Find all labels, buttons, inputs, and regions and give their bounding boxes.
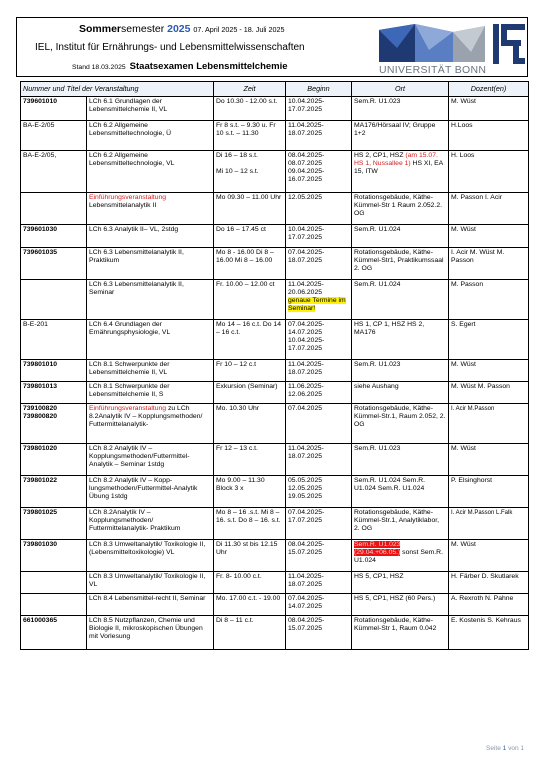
room-change-highlight: Sem.R. U1.023 (29.04.+06.05.): [354, 541, 401, 556]
course-title: LCh 8.3 Umweltanalytik/ Toxikologie II, (Lebensmitteltoxikologie) VL: [87, 540, 214, 572]
col-header-title: Nummer und Titel der Veranstaltung: [21, 82, 214, 97]
course-lecturer: M. Wüst: [449, 360, 529, 382]
course-number: 739601035: [21, 248, 87, 280]
course-time: Fr 8 s.t. – 9.30 u. Fr 10 s.t. – 11.30: [214, 121, 286, 151]
table-row: [21, 193, 529, 225]
table-row: [21, 248, 529, 280]
course-number: 739801022: [21, 476, 87, 508]
course-start: 11.04.2025-18.07.2025: [286, 121, 352, 151]
stand-line: Stand 18.03.2025 Staatsexamen Lebensmittelchemie: [72, 61, 288, 72]
table-row: [21, 320, 529, 360]
course-title: LCh 8.4 Lebensmittel-recht II, Seminar: [87, 594, 214, 616]
table-row: [21, 616, 529, 650]
course-start: 11.04.2025-20.06.2025 genaue Termine im Seminar!: [286, 280, 352, 320]
course-lecturer: H. Loos: [449, 151, 529, 193]
document-header: [16, 17, 528, 77]
course-lecturer: M. Wüst M. Passon: [449, 382, 529, 404]
course-number: 739801013: [21, 382, 87, 404]
table-row: [21, 280, 529, 320]
course-number: 739801020: [21, 444, 87, 476]
course-number: 661000365: [21, 616, 87, 650]
table-row: [21, 97, 529, 121]
course-location: Sem.R. U1.023: [352, 97, 449, 121]
course-time: Mo 09.30 – 11.00 Uhr: [214, 193, 286, 225]
course-title: LCh 6.2 Allgemeine Lebensmitteltechnologie, VL: [87, 151, 214, 193]
course-number: 739601030: [21, 225, 87, 248]
course-time: Mo. 17.00 c.t. - 19.00: [214, 594, 286, 616]
table-row: [21, 540, 529, 572]
course-start: 08.04.2025-08.07.2025 09.04.2025-16.07.2025: [286, 151, 352, 193]
course-start: 11.06.2025-12.06.2025: [286, 382, 352, 404]
course-time: Fr. 8- 10.00 c.t.: [214, 572, 286, 594]
col-header-zeit: Zeit: [214, 82, 286, 97]
course-lecturer: H.Loos: [449, 121, 529, 151]
course-lecturer: M. Wüst: [449, 225, 529, 248]
course-time: Do 16 – 17.45 ct: [214, 225, 286, 248]
course-start: 10.04.2025-17.07.2025: [286, 97, 352, 121]
table-row: [21, 382, 529, 404]
course-lecturer: M. Passon I. Acir: [449, 193, 529, 225]
course-location: HS 5, CP1, HSZ: [352, 572, 449, 594]
semester-title: Sommersemester 2025 07. April 2025 - 18. Juli 2025: [79, 23, 285, 35]
course-number: 739801010: [21, 360, 87, 382]
logo-wordmark: UNIVERSITÄT BONN: [379, 64, 487, 76]
course-location: Rotationsgebäude, Käthe-Kümmel-Str 1, Raum 0.042: [352, 616, 449, 650]
course-number: 739801025: [21, 508, 87, 540]
course-title: LCh 8.2 Analytik IV – Kopplungsmethoden/Futtermittel-Analytik – Seminar 1stdg: [87, 444, 214, 476]
course-number: 739601010: [21, 97, 87, 121]
course-start: 07.04.2025-14.07.2025 10.04.2025-17.07.2025: [286, 320, 352, 360]
course-lecturer: E. Kostenis S. Kehraus: [449, 616, 529, 650]
course-lecturer: M. Wüst: [449, 97, 529, 121]
course-lecturer: H. Färber D. Skutlarek: [449, 572, 529, 594]
table-row: [21, 594, 529, 616]
course-time: Mo 8 - 16.00 Di 8 – 16.00 Mi 8 – 16.00: [214, 248, 286, 280]
course-location: HS 5, CP1, HSZ (60 Pers.): [352, 594, 449, 616]
course-start: 11.04.2025-18.07.2025: [286, 572, 352, 594]
course-lecturer: I. Acir M. Wüst M. Passon: [449, 248, 529, 280]
course-title: LCh 8.5 Nutzpflanzen, Chemie und Biologie II, mikroskopischen Übungen mit Vorlesung: [87, 616, 214, 650]
course-title: LCh 8.1 Schwerpunkte der Lebensmittelchemie II, S: [87, 382, 214, 404]
course-start: 07.04.2025-18.07.2025: [286, 248, 352, 280]
course-lecturer: P. Elsinghorst: [449, 476, 529, 508]
course-location: Rotationsgebäude, Käthe-Kümmel-Str.1, Raum 2.052, 2. OG: [352, 404, 449, 444]
course-title: LCh 8.3 Umweltanalytik/ Toxikologie II, VL: [87, 572, 214, 594]
course-location: Sem.R. U1.024 Sem.R. U1.024 Sem.R. U1.024: [352, 476, 449, 508]
course-time: Fr 12 – 13 c.t.: [214, 444, 286, 476]
course-location: Sem.R. U1.023 (29.04.+06.05.) sonst Sem.R. U1.024: [352, 540, 449, 572]
course-time: Exkursion (Seminar): [214, 382, 286, 404]
table-row: [21, 121, 529, 151]
course-title: LCh 6.3 Lebensmittelanalytik II, Seminar: [87, 280, 214, 320]
university-logo: [373, 20, 527, 76]
table-row: [21, 572, 529, 594]
course-title: LCh 6.3 Lebensmittelanalytik II, Praktikum: [87, 248, 214, 280]
course-number: B-E-201: [21, 320, 87, 360]
intro-event-label: Einführungsveranstaltung: [89, 194, 167, 201]
course-title: LCh 8.2 Analytik IV – Kopp-lungsmethoden/Futtermittel-Analytik Übung 1stdg: [87, 476, 214, 508]
course-number: BA-E-2/05,: [21, 151, 87, 193]
col-header-ort: Ort: [352, 82, 449, 97]
course-location: HS 1, CP 1, HSZ HS 2, MA176: [352, 320, 449, 360]
course-start: 05.05.2025 12.05.2025 19.05.2025: [286, 476, 352, 508]
course-lecturer: M. Passon: [449, 280, 529, 320]
course-time: Di 8 – 11 c.t.: [214, 616, 286, 650]
table-row: [21, 225, 529, 248]
course-lecturer: I. Acir M.Passon L.Falk: [449, 508, 529, 540]
course-location: HS 2, CP1, HSZ (am 15.07. HS 1, Nussallee 1) HS XI, EA 15, ITW: [352, 151, 449, 193]
intro-event-label: Einführungsveranstaltung: [89, 405, 167, 412]
course-location: siehe Aushang: [352, 382, 449, 404]
course-number: [21, 280, 87, 320]
course-number: [21, 572, 87, 594]
institute-name: IEL, Institut für Ernährungs- und Lebensmittelwissenschaften: [35, 42, 305, 53]
course-table: [20, 81, 529, 650]
course-title: LCh 6.1 Grundlagen der Lebensmittelchemie II, VL: [87, 97, 214, 121]
course-time: Mo 9.00 – 11.30 Block 3 x: [214, 476, 286, 508]
course-lecturer: I. Acir M.Passon: [449, 404, 529, 444]
course-title: LCh 6.3 Analytik II– VL, 2stdg: [87, 225, 214, 248]
table-row: [21, 360, 529, 382]
course-location: Rotationsgebäude, Käthe-Kümmel-Str1, Praktikumssaal 2. OG: [352, 248, 449, 280]
course-number: [21, 193, 87, 225]
course-title: LCh 8.1 Schwerpunkte der Lebensmittelchemie II, VL: [87, 360, 214, 382]
course-title: LCh 6.4 Grundlagen der Ernährungsphysiologie, VL: [87, 320, 214, 360]
course-time: Fr 10 – 12 c.t: [214, 360, 286, 382]
course-start: 11.04.2025-18.07.2025: [286, 360, 352, 382]
course-lecturer: M. Wüst: [449, 540, 529, 572]
course-start: 11.04.2025-18.07.2025: [286, 444, 352, 476]
table-row: [21, 508, 529, 540]
course-lecturer: M. Wüst: [449, 444, 529, 476]
course-start: 08.04.2025-15.07.2025: [286, 616, 352, 650]
table-header-row: [21, 82, 529, 97]
course-number: 739100820 739800820: [21, 404, 87, 444]
course-start: 07.04.2025: [286, 404, 352, 444]
col-header-beginn: Beginn: [286, 82, 352, 97]
course-number: [21, 594, 87, 616]
course-title: Einführungsveranstaltung zu LCh 8.2Analytik IV – Kopplungsmethoden/ Futtermittelanalytik-: [87, 404, 214, 444]
course-location: MA176/Hörsaal IV; Gruppe 1+2: [352, 121, 449, 151]
course-time: Di 11.30 st bis 12.15 Uhr: [214, 540, 286, 572]
table-row: [21, 151, 529, 193]
course-title: Einführungsveranstaltung Lebensmittelanalytik II: [87, 193, 214, 225]
course-lecturer: A. Rexroth N. Pahne: [449, 594, 529, 616]
exact-dates-highlight: genaue Termine im Seminar!: [288, 297, 346, 312]
course-time: Fr. 10.00 – 12.00 ct: [214, 280, 286, 320]
course-title: LCh 6.2 Allgemeine Lebensmitteltechnologie, Ü: [87, 121, 214, 151]
table-row: [21, 444, 529, 476]
course-location: Sem.R. U1.024: [352, 225, 449, 248]
table-row: [21, 404, 529, 444]
course-location: Rotationsgebäude, Käthe-Kümmel-Str 1 Raum 2.052.2. OG: [352, 193, 449, 225]
course-start: 10.04.2025-17.07.2025: [286, 225, 352, 248]
course-start: 07.04.2025-14.07.2025: [286, 594, 352, 616]
course-start: 08.04.2025-15.07.2025: [286, 540, 352, 572]
course-time: Di 16 – 18 s.t. Mi 10 – 12 s.t.: [214, 151, 286, 193]
course-location: Rotationsgebäude, Käthe-Kümmel-Str.1, Analytiklabor, 2. OG: [352, 508, 449, 540]
course-time: Mo 8 – 16 .s.t. Mi 8 – 16. s.t. Do 8 – 16. s.t.: [214, 508, 286, 540]
course-location: Sem.R. U1.023: [352, 360, 449, 382]
course-start: 07.04.2025-17.07.2025: [286, 508, 352, 540]
col-header-dozent: Dozent(en): [449, 82, 529, 97]
course-number: BA-E-2/05: [21, 121, 87, 151]
course-start: 12.05.2025: [286, 193, 352, 225]
course-time: Do 10.30 - 12.00 s.t.: [214, 97, 286, 121]
course-number: 739801030: [21, 540, 87, 572]
course-time: Mo. 10.30 Uhr: [214, 404, 286, 444]
page-indicator: Seite 1 von 1: [486, 745, 524, 752]
course-title: LCh 8.2Analytik IV – Kopplungsmethoden/ Futtermittelanalytik- Praktikum: [87, 508, 214, 540]
course-location: Sem.R. U1.023: [352, 444, 449, 476]
table-row: [21, 476, 529, 508]
course-time: Mo 14 – 16 c.t. Do 14 – 16 c.t.: [214, 320, 286, 360]
course-lecturer: S. Egert: [449, 320, 529, 360]
course-location: Sem.R. U1.024: [352, 280, 449, 320]
